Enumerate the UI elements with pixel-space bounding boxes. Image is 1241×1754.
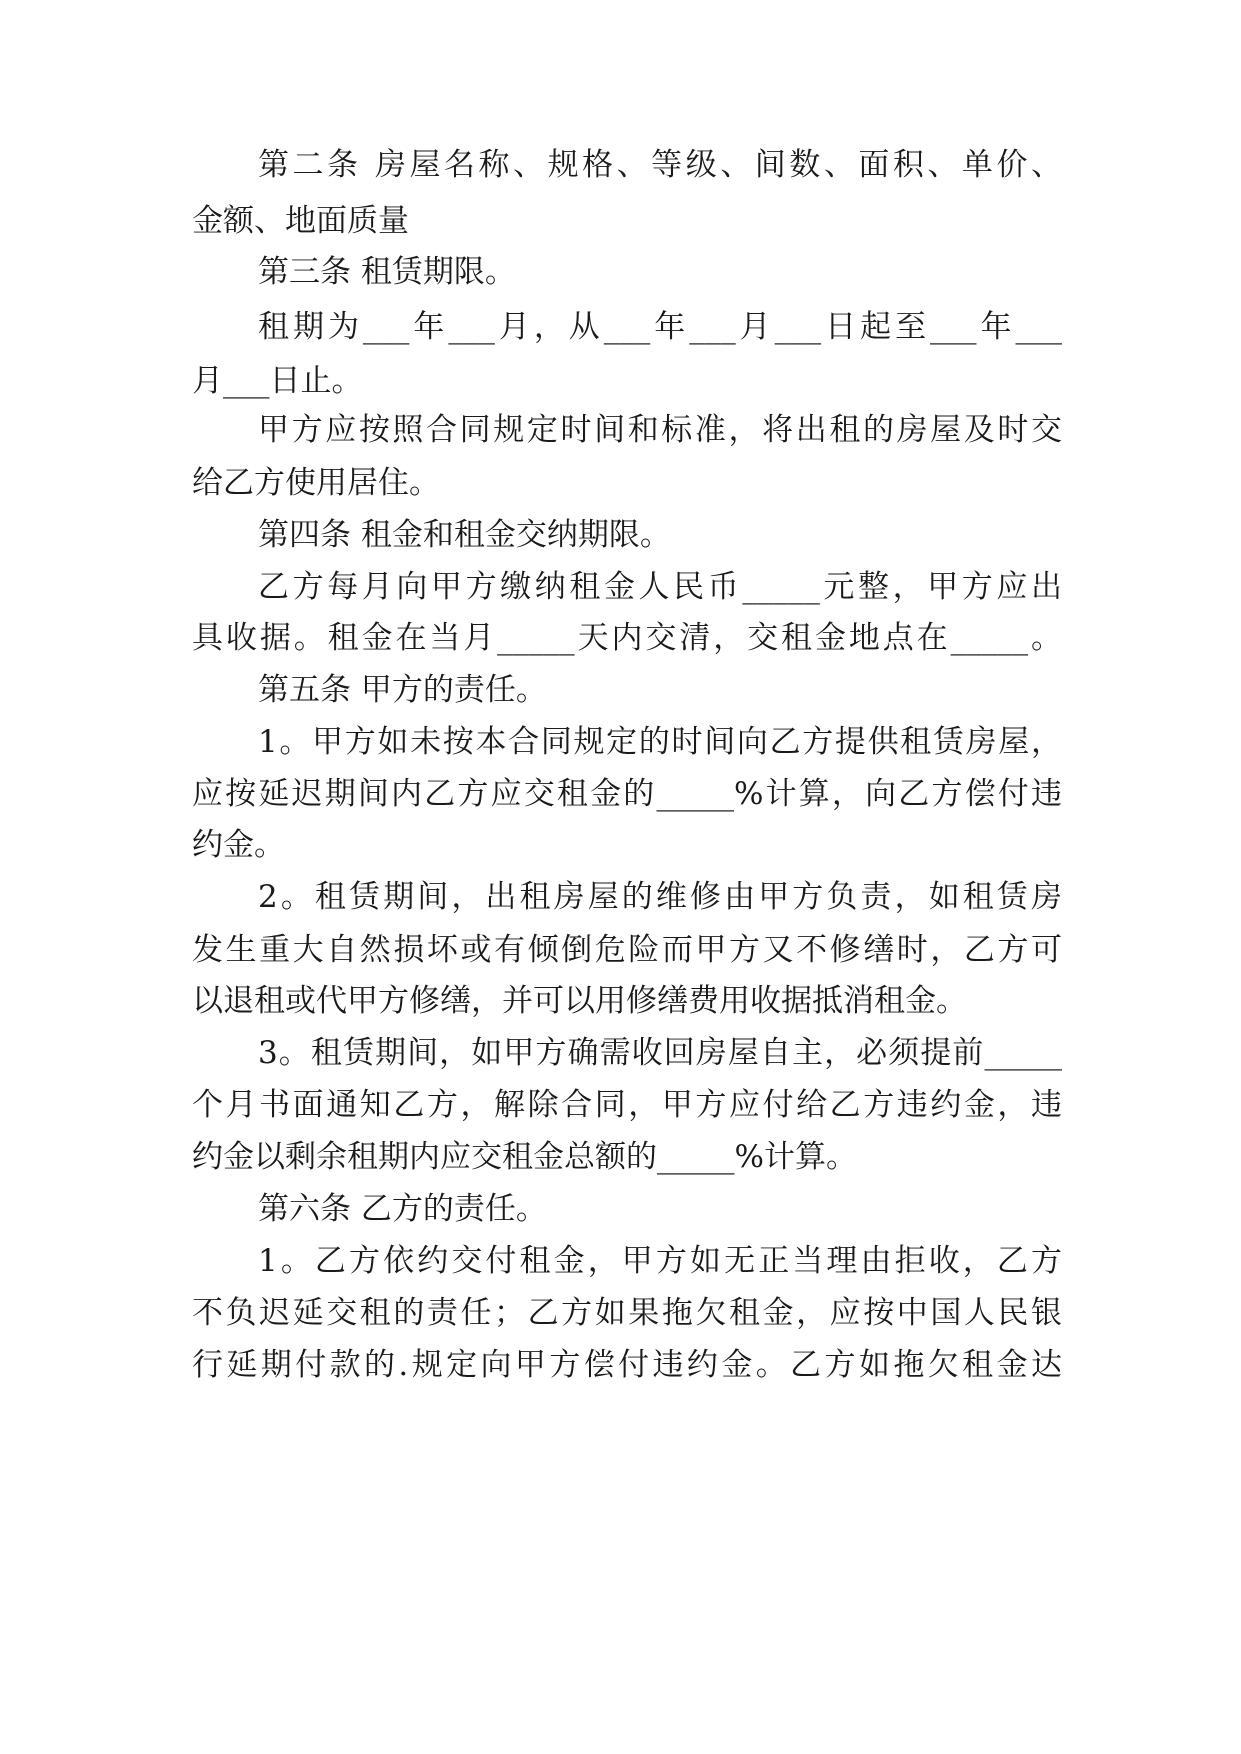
lease-term-text: 租期为___年___月，从___年___月___日起至___年___ <box>258 309 1062 345</box>
party-a-clause-2: 2。租赁期间，出租房屋的维修由甲方负责，如租赁房 <box>258 879 1062 915</box>
rent-payment-text: 乙方每月向甲方缴纳租金人民币_____元整，甲方应出 <box>258 569 1062 605</box>
party-a-clause-2-cont: 发生重大自然损坏或有倾倒危险而甲方又不修缮时，乙方可 <box>192 932 1062 968</box>
delivery-text-cont: 给乙方使用居住。 <box>192 465 440 501</box>
article-4-heading: 第四条 租金和租金交纳期限。 <box>258 517 671 553</box>
article-2-heading: 第二条 房屋名称、规格、等级、间数、面积、单价、 <box>258 147 1062 183</box>
article-6-heading: 第六条 乙方的责任。 <box>258 1191 547 1227</box>
party-a-clause-3-cont: 个月书面通知乙方，解除合同，甲方应付给乙方违约金，违 <box>192 1087 1062 1123</box>
article-2-heading-cont: 金额、地面质量 <box>192 203 409 239</box>
party-b-clause-1: 1。乙方依约交付租金，甲方如无正当理由拒收，乙方 <box>258 1243 1062 1279</box>
party-a-clause-1-cont: 应按延迟期间内乙方应交租金的_____%计算，向乙方偿付违 <box>192 776 1062 812</box>
article-5-heading: 第五条 甲方的责任。 <box>258 672 547 708</box>
delivery-text: 甲方应按照合同规定时间和标准，将出租的房屋及时交 <box>258 412 1062 448</box>
article-3-heading: 第三条 租赁期限。 <box>258 254 516 290</box>
party-a-clause-2-end: 以退租或代甲方修缮，并可以用修缮费用收据抵消租金。 <box>192 983 967 1019</box>
party-b-clause-1-cont: 不负迟延交租的责任；乙方如果拖欠租金，应按中国人民银 <box>192 1295 1062 1331</box>
party-a-clause-3-end: 约金以剩余租期内应交租金总额的_____%计算。 <box>192 1139 857 1175</box>
party-a-clause-1-end: 约金。 <box>192 827 285 863</box>
lease-term-text-cont: 月___日止。 <box>192 363 363 399</box>
party-a-clause-1: 1。甲方如未按本合同规定的时间向乙方提供租赁房屋， <box>258 724 1062 760</box>
rent-payment-text-cont: 具收据。租金在当月_____天内交清，交租金地点在_____。 <box>192 620 1062 656</box>
party-b-clause-1-cont-2: 行延期付款的.规定向甲方偿付违约金。乙方如拖欠租金达 <box>192 1347 1062 1383</box>
party-a-clause-3: 3。租赁期间，如甲方确需收回房屋自主，必须提前_____ <box>258 1035 1062 1071</box>
